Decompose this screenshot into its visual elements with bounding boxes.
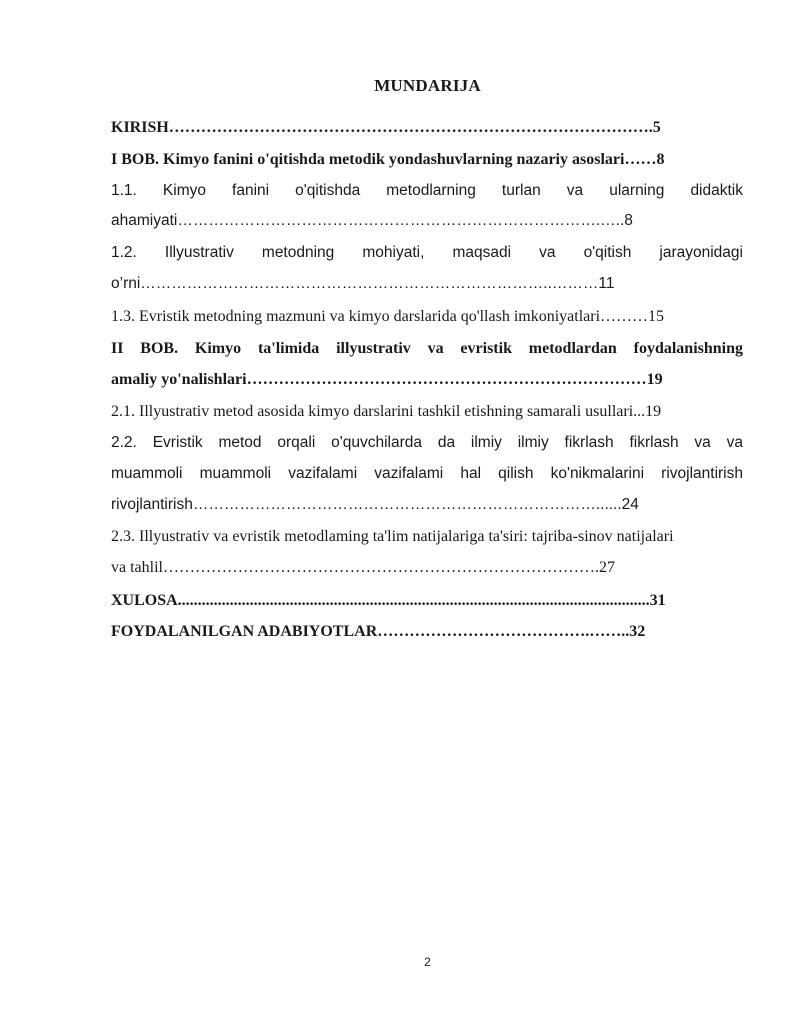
toc-entry-1-1-line1: 1.1. Kimyo fanini o'qitishda metodlarning turlan va ularning didaktik — [111, 182, 743, 199]
toc-entry-2-1: 2.1. Illyustrativ metod asosida kimyo darslarini tashkil etishning samarali usullari...19 — [111, 403, 662, 420]
toc-entry-1-1-line2: ahamiyati……………………………………………………………………….…..8 — [111, 212, 633, 229]
toc-entry-2-2-line2: muammoli muammoli vazifalami vazifalami hal qilish ko'nikmalarini rivojlantirish — [111, 465, 743, 482]
toc-entry-2-3-line1: 2.3. Illyustrativ va evristik metodlaming ta'lim natijalariga ta'siri: tajriba-sinov natijalari — [111, 528, 674, 545]
toc-entry-1-2-line1: 1.2. Illyustrativ metodning mohiyati, maqsadi va o'qitish jarayonidagi — [111, 244, 743, 261]
toc-entry-kirish: KIRISH……………………………………………………………………………….5 — [111, 119, 661, 136]
page-title: MUNDARIJA — [374, 76, 481, 95]
toc-entry-chapter-2-line1: II BOB. Kimyo ta'limida illyustrativ va evristik metodlardan foydalanishning — [111, 340, 743, 357]
toc-entry-1-2-line2: o’rni……………………………………………………………………..………11 — [111, 275, 615, 292]
toc-entry-1-3: 1.3. Evristik metodning mazmuni va kimyo darslarida qo'llash imkoniyatlari………15 — [111, 308, 665, 325]
toc-entry-2-2-line3: rivojlantirish……………………………………………………………………......24 — [111, 496, 639, 513]
toc-entry-references: FOYDALANILGAN ADABIYOTLAR………………………………….……..32 — [111, 623, 646, 640]
toc-entry-xulosa: XULOSA......................................................................................................................31 — [111, 592, 666, 609]
toc-entry-chapter-2-line2: amaliy yo'nalishlari…………………………………………………………………19 — [111, 371, 663, 388]
toc-entry-chapter-1: I BOB. Kimyo fanini o'qitishda metodik yondashuvlarning nazariy asoslari……8 — [111, 151, 665, 168]
page-number: 2 — [424, 955, 431, 969]
toc-entry-2-3-line2: va tahlil……………………………………………………………………….27 — [111, 559, 615, 576]
toc-entry-2-2-line1: 2.2. Evristik metod orqali o'quvchilarda da ilmiy ilmiy fikrlash fikrlash va va — [111, 434, 743, 451]
